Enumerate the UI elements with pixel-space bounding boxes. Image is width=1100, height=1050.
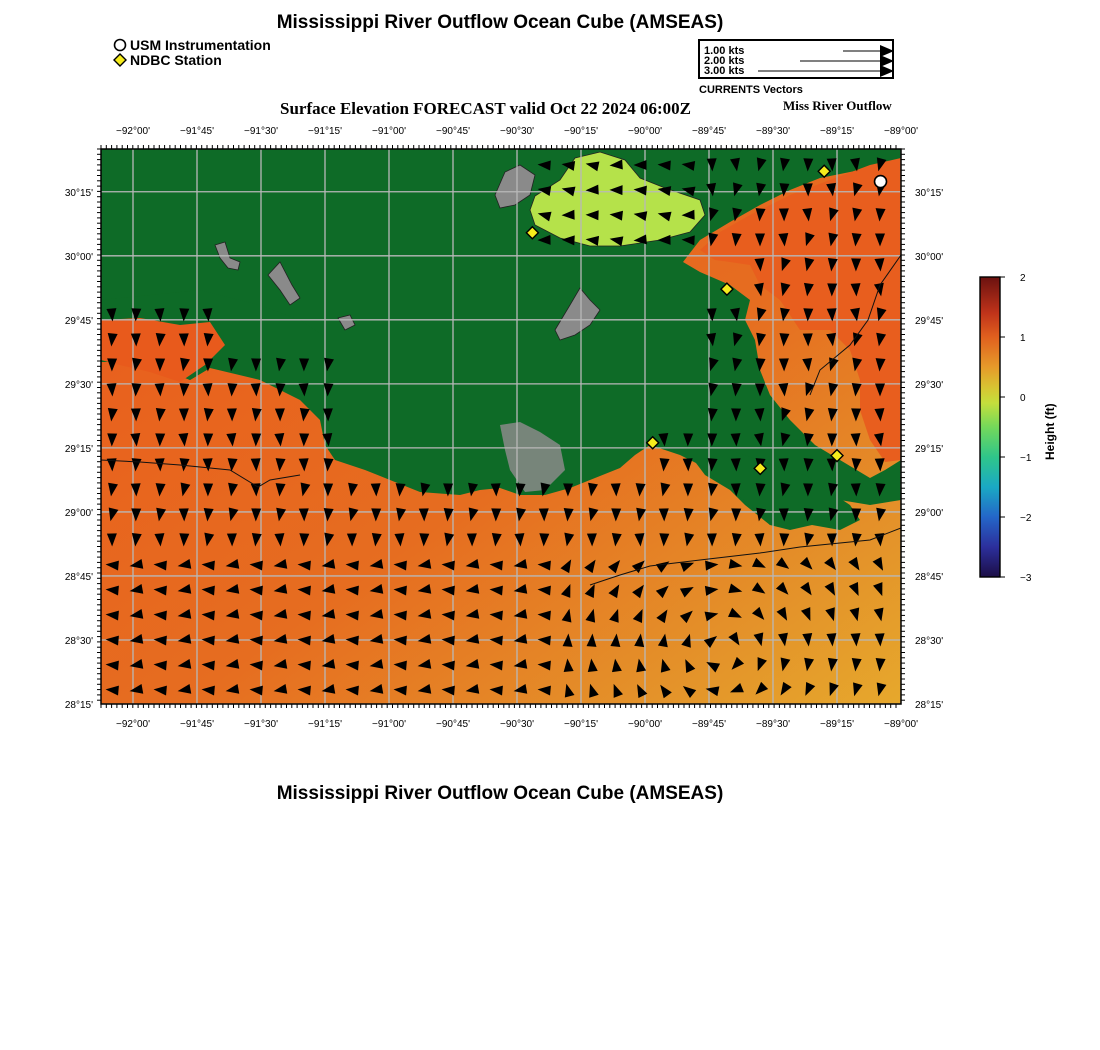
map-subtitle: Surface Elevation FORECAST valid Oct 22 2024 06:00Z [280,99,691,118]
colorbar-tick-label: 1 [1020,333,1026,344]
lon-tick-label: −89°30' [756,719,790,730]
lat-tick-label: 29°45' [64,315,93,327]
lat-tick-label: 29°00' [64,507,93,519]
lon-tick-label: −90°30' [500,719,534,730]
bottom-title: Mississippi River Outflow Ocean Cube (AMSEAS) [276,783,724,804]
lat-tick-label: 30°15' [64,187,93,199]
usm-station-marker [875,176,887,188]
lat-tick-label: 28°30' [915,635,944,647]
vector-key-row: 1.00 kts [704,45,745,57]
lon-tick-label: −90°15' [564,126,598,137]
lat-tick-label: 30°00' [915,251,944,263]
lat-tick-label: 28°30' [64,635,93,647]
colorbar-tick-label: 2 [1020,273,1026,284]
lon-tick-label: −89°15' [820,126,854,137]
colorbar [980,277,1000,577]
colorbar-ticks [1000,273,1032,584]
colorbar-label: Height (ft) [1043,403,1057,460]
legend-ndbc-label: NDBC Station [130,52,222,68]
lat-tick-label: 29°00' [915,507,944,519]
lat-tick-label: 29°15' [64,443,93,455]
lat-tick-label: 29°30' [64,379,93,391]
lon-tick-label: −90°45' [436,126,470,137]
lon-tick-label: −90°45' [436,719,470,730]
lon-tick-label: −91°45' [180,719,214,730]
lon-tick-label: −91°00' [372,719,406,730]
lat-tick-label: 28°15' [915,700,944,711]
lon-tick-label: −89°30' [756,126,790,137]
lon-tick-label: −91°15' [308,126,342,137]
lon-tick-label: −89°00' [884,719,918,730]
lon-tick-label: −92°00' [116,719,150,730]
lon-tick-label: −91°30' [244,719,278,730]
colorbar-tick-label: 0 [1020,393,1026,404]
legend-usm-label: USM Instrumentation [130,37,271,53]
lat-tick-label: 29°15' [915,443,944,455]
lon-tick-label: −91°15' [308,719,342,730]
vector-key-row: 2.00 kts [704,55,745,67]
lat-tick-label: 28°45' [915,571,944,583]
lon-tick-label: −91°00' [372,126,406,137]
colorbar-tick-label: −1 [1020,453,1032,464]
lon-tick-label: −90°15' [564,719,598,730]
map-title: Mississippi River Outflow Ocean Cube (AMSEAS) [276,12,724,33]
lat-tick-label: 30°15' [915,187,944,199]
lon-tick-label: −90°00' [628,126,662,137]
colorbar-tick-label: −2 [1020,513,1032,524]
lon-tick-label: −89°45' [692,719,726,730]
lon-tick-label: −89°00' [884,126,918,137]
lon-tick-label: −92°00' [116,126,150,137]
lat-tick-label: 29°30' [915,379,944,391]
region-label: Miss River Outflow [783,98,892,113]
lat-tick-label: 28°15' [64,700,93,711]
lat-tick-label: 29°45' [915,315,944,327]
lon-tick-label: −89°15' [820,719,854,730]
lon-tick-label: −90°30' [500,126,534,137]
vector-key-row: 3.00 kts [704,65,745,77]
lon-tick-label: −89°45' [692,126,726,137]
lon-tick-label: −91°30' [244,126,278,137]
lat-tick-label: 30°00' [64,251,93,263]
colorbar-tick-label: −3 [1020,573,1032,584]
lon-tick-label: −90°00' [628,719,662,730]
lon-tick-label: −91°45' [180,126,214,137]
lat-tick-label: 28°45' [64,571,93,583]
vector-key-caption: CURRENTS Vectors [699,84,803,96]
